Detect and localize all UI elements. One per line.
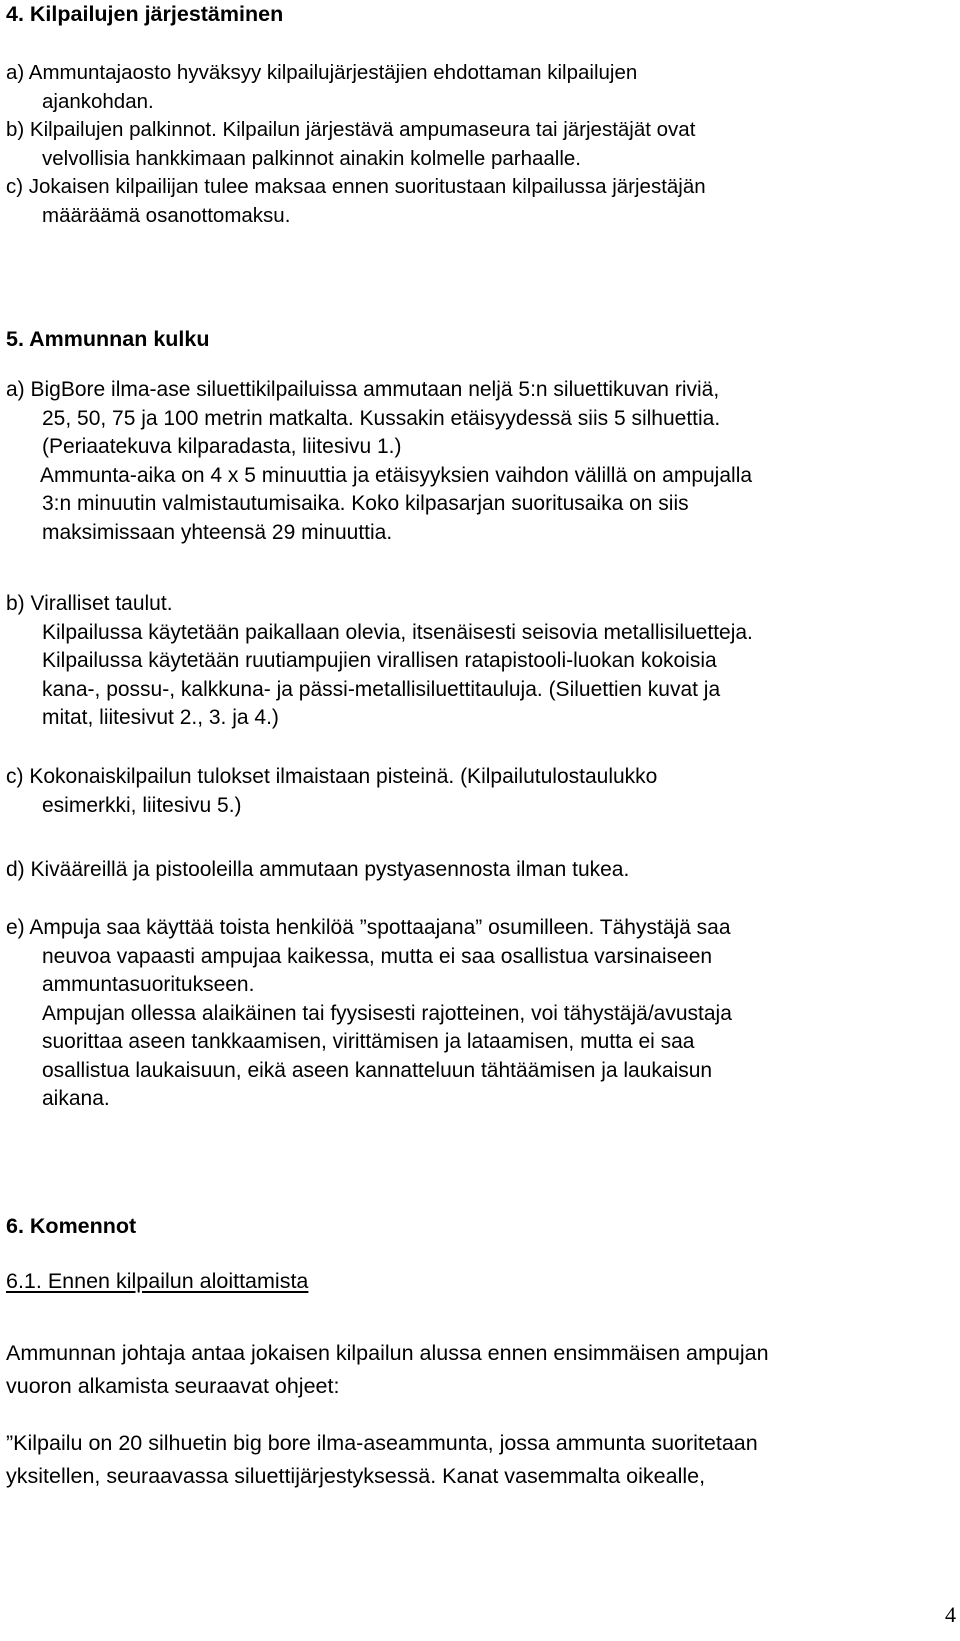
section-6-paragraph-2 <box>6 1427 758 1493</box>
section-5-heading: 5. Ammunnan kulku <box>6 327 210 351</box>
section-5-item-c <box>6 763 657 820</box>
text-line: määräämä osanottomaksu. <box>42 203 291 227</box>
text-line: mitat, liitesivut 2., 3. ja 4.) <box>42 706 279 729</box>
text-line: aikana. <box>42 1087 110 1110</box>
text-line: yksitellen, seuraavassa siluettijärjestyksessä. Kanat vasemmalta oikealle, <box>6 1464 706 1488</box>
section-6-paragraph-1 <box>6 1337 769 1403</box>
text-line: osallistua laukaisuun, eikä aseen kannatteluun tähtäämisen ja laukaisun <box>42 1058 713 1082</box>
text-line: ”Kilpailu on 20 silhuetin big bore ilma-aseammunta, jossa ammunta suoritetaan <box>6 1431 758 1455</box>
text-line: c) Kokonaiskilpailun tulokset ilmaistaan pisteinä. (Kilpailutulostaulukko <box>6 765 658 788</box>
section-4-item-b <box>6 116 695 173</box>
text-line: maksimissaan yhteensä 29 minuuttia. <box>42 520 393 544</box>
section-4-item-a <box>6 59 637 116</box>
subsection-title: 6.1. Ennen kilpailun aloittamista <box>6 1269 309 1293</box>
text-line: d) Kivääreillä ja pistooleilla ammutaan pystyasennosta ilman tukea. <box>6 858 630 881</box>
text-line: 25, 50, 75 ja 100 metrin matkalta. Kussakin etäisyydessä siis 5 silhuettia. <box>42 406 721 430</box>
page-number: 4 <box>945 1602 956 1627</box>
text-line: suorittaa aseen tankkaamisen, virittämisen ja lataamisen, mutta ei saa <box>42 1030 695 1053</box>
text-line: velvollisia hankkimaan palkinnot ainakin kolmelle parhaalle. <box>42 146 581 170</box>
text-line: b) Kilpailujen palkinnot. Kilpailun järjestävä ampumaseura tai järjestäjät ovat <box>6 118 696 141</box>
text-line: Ammunta-aika on 4 x 5 minuuttia ja etäisyyksien vaihdon välillä on ampujalla <box>40 463 753 487</box>
text-line: Ampujan ollessa alaikäinen tai fyysisesti rajotteinen, voi tähystäjä/avustaja <box>42 1001 732 1025</box>
text-line: Kilpailussa käytetään paikallaan olevia, itsenäisesti seisovia metallisiluetteja. <box>42 620 753 644</box>
text-line: ajankohdan. <box>42 89 154 113</box>
text-line: Ammunnan johtaja antaa jokaisen kilpailun alussa ennen ensimmäisen ampujan <box>6 1341 769 1365</box>
text-line: a) Ammuntajaosto hyväksyy kilpailujärjestäjien ehdottaman kilpailujen <box>6 61 638 84</box>
section-4-heading: 4. Kilpailujen järjestäminen <box>6 2 284 26</box>
section-5-item-a <box>6 376 752 547</box>
text-line: b) Viralliset taulut. <box>6 592 173 615</box>
text-line: Kilpailussa käytetään ruutiampujien virallisen ratapistooli-luokan kokoisia <box>42 649 717 672</box>
text-line: a) BigBore ilma-ase siluettikilpailuissa ammutaan neljä 5:n siluettikuvan riviä, <box>6 378 720 401</box>
text-line: neuvoa vapaasti ampujaa kaikessa, mutta ei saa osallistua varsinaiseen <box>42 944 713 968</box>
text-line: kana-, possu-, kalkkuna- ja pässi-metallisiluettitauluja. (Siluettien kuvat ja <box>42 677 721 701</box>
section-6-1-heading <box>6 1265 308 1298</box>
text-line: (Periaatekuva kilparadasta, liitesivu 1.) <box>42 435 402 458</box>
section-5-item-b <box>6 590 753 733</box>
section-5-item-d <box>6 856 629 885</box>
text-line: c) Jokaisen kilpailijan tulee maksaa ennen suoritustaan kilpailussa järjestäjän <box>6 175 706 198</box>
text-line: vuoron alkamista seuraavat ohjeet: <box>6 1374 340 1398</box>
section-4-item-c <box>6 173 706 230</box>
section-5-item-e <box>6 914 732 1114</box>
section-6-heading: 6. Komennot <box>6 1214 137 1238</box>
text-line: e) Ampuja saa käyttää toista henkilöä ”spottaajana” osumilleen. Tähystäjä saa <box>6 916 731 939</box>
text-line: ammuntasuoritukseen. <box>42 973 255 996</box>
text-line: esimerkki, liitesivu 5.) <box>42 793 242 817</box>
text-line: 3:n minuutin valmistautumisaika. Koko kilpasarjan suoritusaika on siis <box>42 492 689 515</box>
